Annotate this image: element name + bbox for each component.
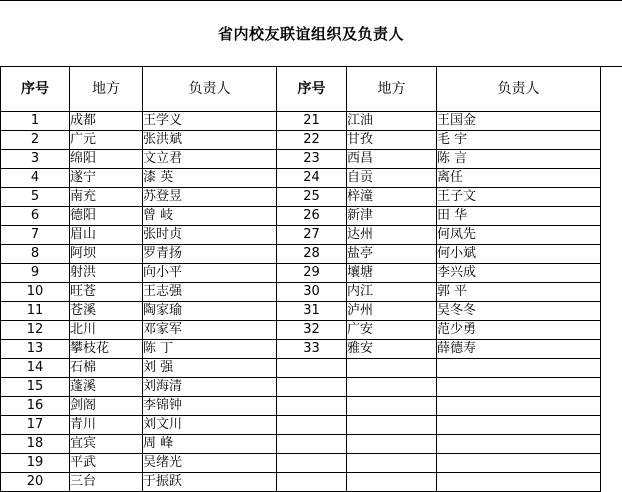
cell-num[interactable]: 3 bbox=[1, 150, 70, 169]
cell-place[interactable]: 蓬溪 bbox=[70, 378, 143, 397]
cell-place[interactable]: 内江 bbox=[347, 283, 437, 302]
cell-place[interactable]: 盐亭 bbox=[347, 245, 437, 264]
cell-person[interactable] bbox=[437, 454, 601, 473]
cell-num[interactable]: 18 bbox=[1, 435, 70, 454]
cell-place[interactable]: 达州 bbox=[347, 226, 437, 245]
cell-place[interactable]: 广安 bbox=[347, 321, 437, 340]
table-row bbox=[1, 321, 601, 340]
cell-place[interactable] bbox=[347, 473, 437, 492]
cell-place[interactable]: 广元 bbox=[70, 131, 143, 150]
cell-num[interactable]: 8 bbox=[1, 245, 70, 264]
table-row bbox=[1, 150, 601, 169]
cell-num[interactable]: 31 bbox=[277, 302, 347, 321]
cell-num[interactable]: 15 bbox=[1, 378, 70, 397]
cell-num[interactable]: 21 bbox=[277, 112, 347, 131]
cell-num[interactable]: 26 bbox=[277, 207, 347, 226]
cell-num[interactable]: 32 bbox=[277, 321, 347, 340]
cell-num[interactable]: 33 bbox=[277, 340, 347, 359]
cell-place[interactable]: 剑阁 bbox=[70, 397, 143, 416]
cell-place[interactable]: 石棉 bbox=[70, 359, 143, 378]
cell-place[interactable]: 眉山 bbox=[70, 226, 143, 245]
cell-num[interactable]: 14 bbox=[1, 359, 70, 378]
cell-person[interactable]: 王学义 bbox=[143, 112, 277, 131]
cell-num[interactable]: 10 bbox=[1, 283, 70, 302]
table-row bbox=[1, 188, 601, 207]
cell-place[interactable]: 壤塘 bbox=[347, 264, 437, 283]
cell-person[interactable] bbox=[437, 435, 601, 454]
header-person-right: 负责人 bbox=[437, 67, 601, 112]
cell-num[interactable]: 23 bbox=[277, 150, 347, 169]
cell-num[interactable]: 1 bbox=[1, 112, 70, 131]
cell-person[interactable] bbox=[437, 359, 601, 378]
cell-num[interactable]: 19 bbox=[1, 454, 70, 473]
cell-num[interactable] bbox=[277, 397, 347, 416]
cell-place[interactable]: 三台 bbox=[70, 473, 143, 492]
page-title: 省内校友联谊组织及负责人 bbox=[217, 25, 404, 43]
cell-place[interactable]: 甘孜 bbox=[347, 131, 437, 150]
cell-num[interactable]: 30 bbox=[277, 283, 347, 302]
cell-person[interactable]: 邓家军 bbox=[143, 321, 277, 340]
cell-num[interactable] bbox=[277, 359, 347, 378]
cell-place[interactable] bbox=[347, 378, 437, 397]
cell-place[interactable] bbox=[347, 397, 437, 416]
cell-num[interactable] bbox=[277, 435, 347, 454]
cell-person[interactable]: 田 华 bbox=[437, 207, 601, 226]
cell-person[interactable]: 曾 岐 bbox=[143, 207, 277, 226]
cell-place[interactable]: 自贡 bbox=[347, 169, 437, 188]
cell-num[interactable]: 2 bbox=[1, 131, 70, 150]
cell-place[interactable]: 旺苍 bbox=[70, 283, 143, 302]
cell-person[interactable]: 张洪斌 bbox=[143, 131, 277, 150]
cell-num[interactable] bbox=[277, 416, 347, 435]
alumni-table bbox=[0, 66, 601, 492]
cell-person[interactable]: 范少勇 bbox=[437, 321, 601, 340]
cell-person[interactable]: 吴绪光 bbox=[143, 454, 277, 473]
cell-person[interactable] bbox=[437, 397, 601, 416]
table-row bbox=[1, 340, 601, 359]
cell-person[interactable]: 刘 强 bbox=[143, 359, 277, 378]
cell-num[interactable]: 22 bbox=[277, 131, 347, 150]
cell-num[interactable]: 7 bbox=[1, 226, 70, 245]
table-row bbox=[1, 454, 601, 473]
cell-place[interactable]: 江油 bbox=[347, 112, 437, 131]
table-row bbox=[1, 207, 601, 226]
table-row bbox=[1, 226, 601, 245]
cell-place[interactable] bbox=[347, 435, 437, 454]
cell-place[interactable]: 遂宁 bbox=[70, 169, 143, 188]
cell-num[interactable]: 29 bbox=[277, 264, 347, 283]
cell-person[interactable]: 李兴成 bbox=[437, 264, 601, 283]
cell-place[interactable] bbox=[347, 454, 437, 473]
cell-place[interactable]: 攀枝花 bbox=[70, 340, 143, 359]
table-row bbox=[1, 302, 601, 321]
cell-place[interactable]: 雅安 bbox=[347, 340, 437, 359]
cell-person[interactable]: 王志强 bbox=[143, 283, 277, 302]
table-row bbox=[1, 245, 601, 264]
header-num-left: 序号 bbox=[1, 67, 70, 112]
cell-num[interactable]: 28 bbox=[277, 245, 347, 264]
cell-person[interactable]: 向小平 bbox=[143, 264, 277, 283]
cell-person[interactable]: 刘海清 bbox=[143, 378, 277, 397]
header-num-right: 序号 bbox=[277, 67, 347, 112]
header-place-left: 地方 bbox=[70, 67, 143, 112]
table-row bbox=[1, 397, 601, 416]
header-person-left: 负责人 bbox=[143, 67, 277, 112]
sheet-edge bbox=[600, 66, 622, 492]
title-row bbox=[0, 0, 622, 67]
cell-num[interactable]: 25 bbox=[277, 188, 347, 207]
cell-person[interactable]: 王国金 bbox=[437, 112, 601, 131]
cell-person[interactable]: 毛 宇 bbox=[437, 131, 601, 150]
cell-person[interactable]: 苏登昱 bbox=[143, 188, 277, 207]
table-row bbox=[1, 283, 601, 302]
cell-person[interactable]: 何小斌 bbox=[437, 245, 601, 264]
cell-place[interactable]: 射洪 bbox=[70, 264, 143, 283]
cell-place[interactable]: 阿坝 bbox=[70, 245, 143, 264]
table-row bbox=[1, 359, 601, 378]
cell-num[interactable]: 11 bbox=[1, 302, 70, 321]
table-row bbox=[1, 112, 601, 131]
cell-place[interactable]: 南充 bbox=[70, 188, 143, 207]
cell-person[interactable] bbox=[437, 416, 601, 435]
table-row bbox=[1, 473, 601, 492]
table-row bbox=[1, 435, 601, 454]
cell-place[interactable]: 宜宾 bbox=[70, 435, 143, 454]
cell-person[interactable]: 陈 言 bbox=[437, 150, 601, 169]
cell-person[interactable]: 陶家瑜 bbox=[143, 302, 277, 321]
cell-person[interactable] bbox=[437, 378, 601, 397]
cell-person[interactable]: 离任 bbox=[437, 169, 601, 188]
cell-person[interactable]: 张时贞 bbox=[143, 226, 277, 245]
cell-num[interactable]: 24 bbox=[277, 169, 347, 188]
cell-num[interactable]: 5 bbox=[1, 188, 70, 207]
cell-place[interactable] bbox=[347, 416, 437, 435]
cell-place[interactable]: 绵阳 bbox=[70, 150, 143, 169]
cell-person[interactable]: 周 峰 bbox=[143, 435, 277, 454]
cell-person[interactable]: 何凤先 bbox=[437, 226, 601, 245]
table-row bbox=[1, 169, 601, 188]
cell-place[interactable]: 泸州 bbox=[347, 302, 437, 321]
cell-place[interactable]: 平武 bbox=[70, 454, 143, 473]
cell-num[interactable]: 9 bbox=[1, 264, 70, 283]
cell-person[interactable]: 刘文川 bbox=[143, 416, 277, 435]
cell-num[interactable]: 6 bbox=[1, 207, 70, 226]
cell-num[interactable]: 16 bbox=[1, 397, 70, 416]
cell-place[interactable]: 梓潼 bbox=[347, 188, 437, 207]
cell-num[interactable] bbox=[277, 454, 347, 473]
cell-num[interactable] bbox=[277, 378, 347, 397]
cell-person[interactable]: 吴冬冬 bbox=[437, 302, 601, 321]
table-row bbox=[1, 131, 601, 150]
cell-person[interactable] bbox=[437, 473, 601, 492]
cell-place[interactable]: 苍溪 bbox=[70, 302, 143, 321]
cell-person[interactable]: 漆 英 bbox=[143, 169, 277, 188]
cell-num[interactable]: 4 bbox=[1, 169, 70, 188]
cell-place[interactable]: 成都 bbox=[70, 112, 143, 131]
cell-person[interactable]: 李锦钟 bbox=[143, 397, 277, 416]
cell-num[interactable] bbox=[277, 473, 347, 492]
cell-place[interactable]: 新津 bbox=[347, 207, 437, 226]
cell-num[interactable]: 17 bbox=[1, 416, 70, 435]
cell-person[interactable]: 文立君 bbox=[143, 150, 277, 169]
cell-place[interactable] bbox=[347, 359, 437, 378]
cell-place[interactable]: 青川 bbox=[70, 416, 143, 435]
header-place-right: 地方 bbox=[347, 67, 437, 112]
cell-place[interactable]: 西昌 bbox=[347, 150, 437, 169]
cell-num[interactable]: 13 bbox=[1, 340, 70, 359]
cell-place[interactable]: 德阳 bbox=[70, 207, 143, 226]
cell-person[interactable]: 郭 平 bbox=[437, 283, 601, 302]
cell-person[interactable]: 薛德寿 bbox=[437, 340, 601, 359]
header-row bbox=[1, 67, 601, 112]
cell-person[interactable]: 王子文 bbox=[437, 188, 601, 207]
cell-person[interactable]: 于振跃 bbox=[143, 473, 277, 492]
cell-person[interactable]: 陈 丁 bbox=[143, 340, 277, 359]
cell-num[interactable]: 27 bbox=[277, 226, 347, 245]
table-row bbox=[1, 378, 601, 397]
cell-person[interactable]: 罗青扬 bbox=[143, 245, 277, 264]
table-row bbox=[1, 416, 601, 435]
cell-place[interactable]: 北川 bbox=[70, 321, 143, 340]
cell-num[interactable]: 20 bbox=[1, 473, 70, 492]
cell-num[interactable]: 12 bbox=[1, 321, 70, 340]
table-row bbox=[1, 264, 601, 283]
